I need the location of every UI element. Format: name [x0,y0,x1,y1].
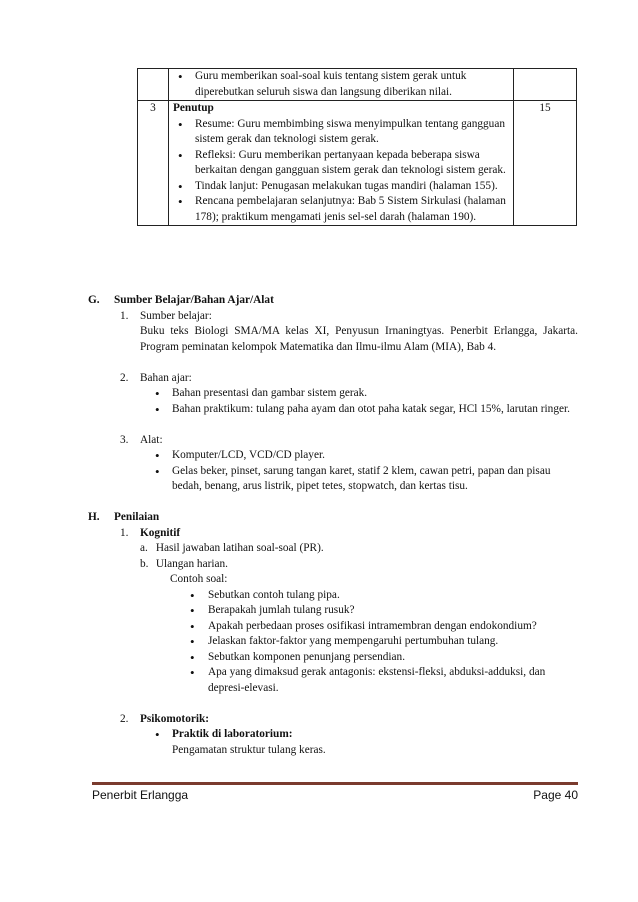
activity-bullet-list [173,69,513,100]
table-cell-time [514,69,577,101]
question-item: • Apa yang dimaksud gerak antagonis: ekstensi-fleksi, abduksi-adduksi, dan depresi-elevasi. [190,665,578,696]
item-number: 2. [120,712,129,725]
page-footer [92,782,578,804]
sub-letter: b. [140,557,149,570]
contoh-soal-label: Contoh soal: [170,573,228,585]
section-h-title-text: Penilaian [114,511,160,523]
question-item: • Sebutkan komponen penunjang persendian. [190,650,578,666]
table-row [138,69,577,101]
list-item: • Gelas beker, pinset, sarung tangan karet, statif 2 klem, cawan petri, papan dan pisau bedah, benang, arus listrik, pipet tetes, stopwatch, dan kertas tisu. [155,464,578,495]
item-number: 2. [120,371,129,384]
sub-text: Hasil jawaban latihan soal-soal (PR). [155,542,324,554]
question-item: • Sebutkan contoh tulang pipa. [190,588,578,604]
list-item: • Komputer/LCD, VCD/CD player. [155,448,578,464]
section-g-title [88,293,578,309]
section-h-letter: H. [88,511,100,523]
footer-page-number: Page 40 [533,788,578,802]
praktik-list [140,727,578,758]
penutup-bullet-list [173,117,513,226]
sumber-belajar-text: Buku teks Biologi SMA/MA kelas XI, Penyusun Irnaningtyas. Penerbit Erlangga, Jakarta. Program peminatan kelompok Matematika dan Ilmu-ilmu Alam (MIA), Bab 4. [140,325,578,353]
item-number: 1. [120,309,129,322]
praktik-text: Pengamatan struktur tulang keras. [172,743,326,756]
list-item: • Refleksi: Guru memberikan pertanyaan kepada beberapa siswa berkaitan dengan gangguan sistem gerak dan teknologi sistem gerak. [173,148,513,179]
sumber-belajar-item [88,309,578,356]
section-h-title [88,510,578,526]
item-number: 3. [120,433,129,446]
sub-text: Ulangan harian. [155,557,228,570]
kognitif-item [88,526,578,697]
alat-item [88,433,578,495]
question-item: • Berapakah jumlah tulang rusuk? [190,603,578,619]
psikomotorik-item [88,712,578,759]
sub-letter: a. [140,542,148,554]
table-cell-activity [169,69,514,101]
question-item: • Jelaskan faktor-faktor yang mempengaruhi pertumbuhan tulang. [190,634,578,650]
question-item: • Apakah perbedaan proses osifikasi intramembran dengan endokondium? [190,619,578,635]
alat-list [140,448,578,495]
section-g-letter: G. [88,294,100,306]
bahan-ajar-item [88,371,578,418]
item-number: 1. [120,526,129,539]
bahan-ajar-list [140,386,578,417]
kognitif-label: Kognitif [140,526,181,539]
footer-publisher: Penerbit Erlangga [92,788,189,802]
table-cell-activity [169,101,514,226]
penutup-heading: Penutup [173,102,214,114]
psikomotorik-label: Psikomotorik: [140,712,210,725]
question-list [140,588,578,697]
table-row [138,101,577,226]
activity-table [137,68,577,226]
list-item: • Bahan presentasi dan gambar sistem gerak. [155,386,578,402]
praktik-label: • Praktik di laboratorium: [172,728,293,740]
table-cell-number: 3 [138,101,169,226]
alat-label: Alat: [140,433,163,446]
bahan-ajar-label: Bahan ajar: [140,371,192,384]
kognitif-sub-b [140,557,578,573]
table-cell-number [138,69,169,101]
section-g-title-text: Sumber Belajar/Bahan Ajar/Alat [114,294,274,306]
kognitif-sub-a [140,541,578,557]
list-item: • Tindak lanjut: Penugasan melakukan tugas mandiri (halaman 155). [173,179,513,195]
table-cell-time: 15 [514,101,577,226]
list-item: • Resume: Guru membimbing siswa menyimpulkan tentang gangguan sistem gerak dan teknologi sistem gerak. [173,117,513,148]
list-item [155,727,578,758]
list-item: • Guru memberikan soal-soal kuis tentang sistem gerak untuk diperebutkan seluruh siswa dan langsung diberikan nilai. [173,69,513,100]
sumber-belajar-label: Sumber belajar: [140,309,212,322]
list-item: • Rencana pembelajaran selanjutnya: Bab 5 Sistem Sirkulasi (halaman 178); praktikum mengamati jenis sel-sel darah (halaman 190). [173,194,513,225]
section-g [88,293,578,758]
list-item: • Bahan praktikum: tulang paha ayam dan otot paha katak segar, HCl 15%, larutan ringer. [155,402,578,418]
